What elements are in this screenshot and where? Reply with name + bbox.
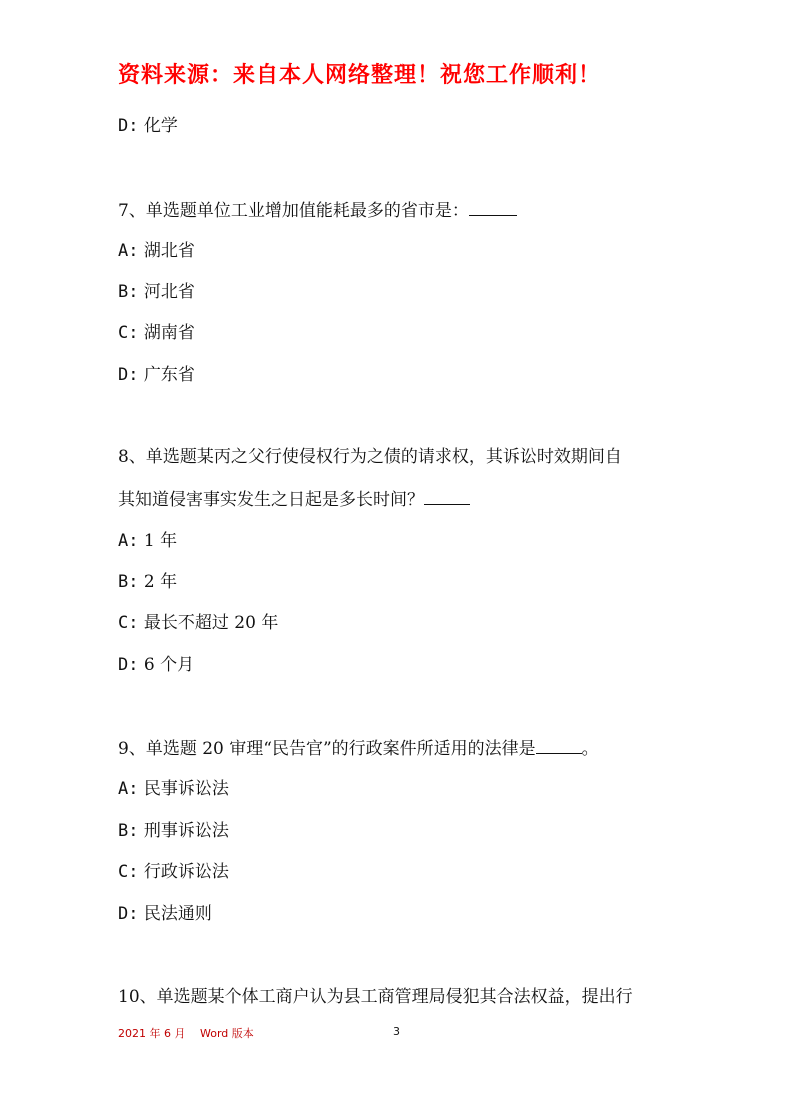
question-7-option-b — [118, 281, 195, 303]
question-9-option-a — [118, 778, 229, 800]
answer-blank — [469, 199, 517, 216]
footer-version: Word 版本 — [200, 1027, 254, 1040]
question-9-option-b — [118, 820, 229, 842]
option-text: 最长不超过 20 年 — [143, 613, 279, 633]
option-text: 民法通则 — [143, 904, 212, 924]
question-8-stem-line-1: 8、单选题某丙之父行使侵权行为之债的请求权，其诉讼时效期间自 — [118, 447, 622, 467]
source-banner: 资料来源：来自本人网络整理！祝您工作顺利！ — [118, 63, 602, 88]
option-label: C: — [118, 323, 139, 343]
question-text: 9、单选题 20 审理“民告官”的行政案件所适用的法律是 — [118, 739, 536, 759]
option-label: A: — [118, 241, 139, 261]
option-label: D: — [118, 904, 139, 924]
question-8-option-c — [118, 612, 278, 634]
question-8-stem-line-2 — [118, 488, 470, 511]
question-7-stem — [118, 199, 517, 222]
option-label: A: — [118, 779, 139, 799]
question-8-option-d — [118, 654, 194, 676]
option-label: A: — [118, 531, 139, 551]
question-text: 其知道侵害事实发生之日起是多长时间？ — [118, 490, 424, 510]
question-10-stem-line-1: 10、单选题某个体工商户认为县工商管理局侵犯其合法权益，提出行 — [118, 987, 633, 1007]
question-8-option-b — [118, 571, 177, 593]
question-7-option-d — [118, 364, 195, 386]
question-7-option-c — [118, 322, 195, 344]
question-9-option-c — [118, 861, 229, 883]
option-text: 2 年 — [143, 572, 178, 592]
question-end-punct: 。 — [581, 739, 599, 759]
option-text: 1 年 — [143, 531, 178, 551]
option-label: B: — [118, 282, 139, 302]
question-7-option-a — [118, 240, 195, 262]
question-8-option-a — [118, 530, 177, 552]
option-label: C: — [118, 613, 139, 633]
option-text: 6 个月 — [143, 655, 195, 675]
footer-date: 2021 年 6 月 — [118, 1027, 186, 1040]
option-text: 湖南省 — [143, 323, 195, 343]
question-9-option-d — [118, 903, 212, 925]
option-text: 化学 — [143, 116, 178, 136]
option-label: C: — [118, 862, 139, 882]
option-text: 湖北省 — [143, 241, 195, 261]
answer-blank — [536, 737, 582, 754]
answer-blank — [424, 488, 470, 505]
prev-option-d — [118, 115, 178, 137]
question-text: 7、单选题单位工业增加值能耗最多的省市是： — [118, 201, 469, 221]
option-text: 行政诉讼法 — [143, 862, 229, 882]
option-label: D: — [118, 116, 139, 136]
option-text: 广东省 — [143, 365, 195, 385]
option-label: D: — [118, 655, 139, 675]
option-text: 刑事诉讼法 — [143, 821, 229, 841]
option-text: 河北省 — [143, 282, 195, 302]
option-label: D: — [118, 365, 139, 385]
option-label: B: — [118, 821, 139, 841]
question-9-stem — [118, 737, 599, 760]
option-text: 民事诉讼法 — [143, 779, 229, 799]
page-number: 3 — [393, 1025, 400, 1038]
option-label: B: — [118, 572, 139, 592]
